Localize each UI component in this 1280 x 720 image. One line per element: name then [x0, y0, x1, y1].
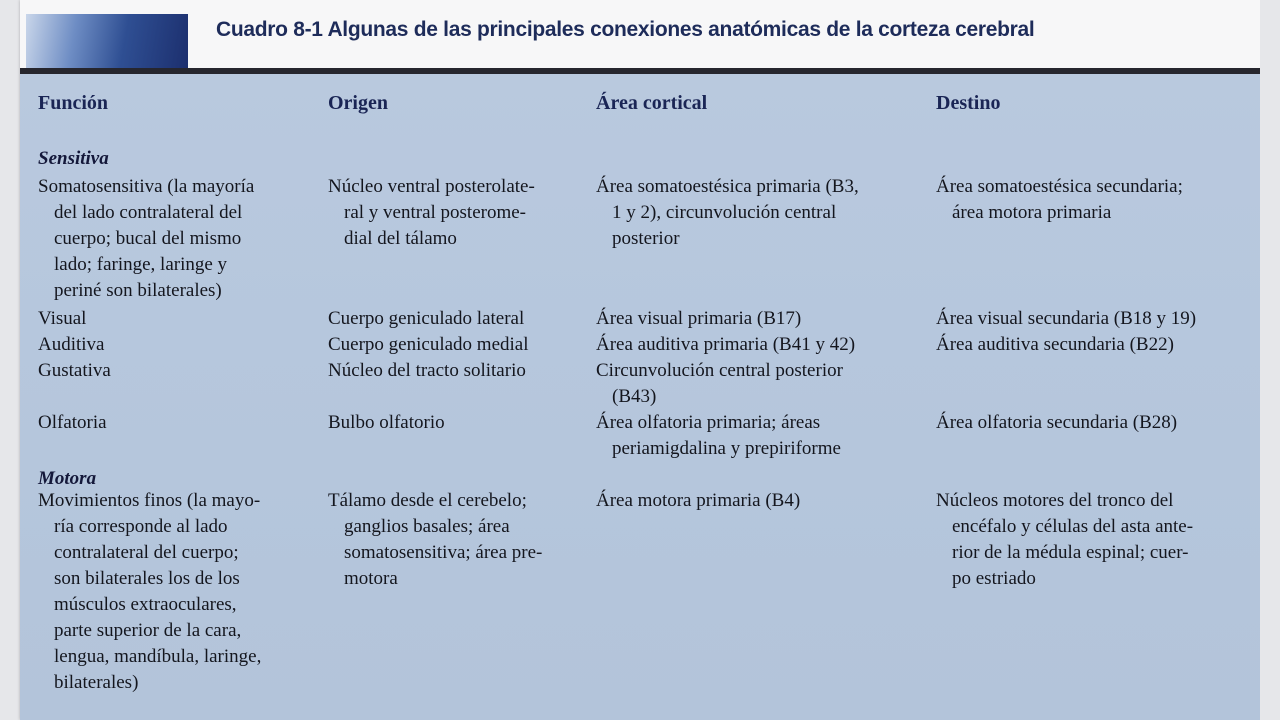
cell-line: motora	[344, 568, 398, 589]
cell-funcion	[38, 306, 86, 332]
cell-origen	[328, 358, 526, 384]
cell-origen	[328, 410, 445, 436]
column-header-area-cortical: Área cortical	[596, 92, 708, 114]
cell-funcion	[38, 358, 111, 384]
cell-line: Visual	[38, 308, 87, 329]
cell-area	[596, 410, 841, 462]
cell-line: ganglios basales; área	[344, 516, 510, 537]
cell-destino	[936, 488, 1193, 592]
cell-line: posterior	[612, 228, 680, 249]
cell-line: Tálamo desde el cerebelo;	[328, 490, 527, 511]
cell-destino	[936, 306, 1196, 332]
document-page	[20, 0, 1260, 720]
cell-area	[596, 306, 801, 332]
section-label-sensitiva: Sensitiva	[38, 148, 109, 169]
cell-line: po estriado	[952, 568, 1036, 589]
cell-line: Cuerpo geniculado medial	[328, 334, 529, 355]
cell-line: Área auditiva primaria (B41 y 42)	[596, 334, 856, 355]
cell-line: contralateral del cuerpo;	[54, 542, 239, 563]
cell-funcion	[38, 410, 107, 436]
cell-line: Área visual secundaria (B18 y 19)	[936, 308, 1197, 329]
cell-line: Gustativa	[38, 360, 111, 381]
cell-line: periné son bilaterales)	[54, 280, 222, 301]
cell-area	[596, 332, 855, 358]
cell-line: somatosensitiva; área pre-	[344, 542, 543, 563]
cell-line: Auditiva	[38, 334, 105, 355]
cell-line: Área visual primaria (B17)	[596, 308, 802, 329]
cell-line: encéfalo y células del asta ante-	[952, 516, 1194, 537]
cell-line: rior de la médula espinal; cuer-	[952, 542, 1189, 563]
cell-line: Movimientos finos (la mayo-	[38, 490, 261, 511]
cell-line: Área olfatoria secundaria (B28)	[936, 412, 1178, 433]
cell-line: Área somatoestésica secundaria;	[936, 176, 1183, 197]
cell-destino	[936, 174, 1183, 226]
cell-line: son bilaterales los de los	[54, 568, 240, 589]
cell-line: Área auditiva secundaria (B22)	[936, 334, 1174, 355]
cell-origen	[328, 306, 524, 332]
cell-origen	[328, 488, 542, 592]
section-label-motora: Motora	[38, 468, 97, 489]
viewer-margin	[1260, 0, 1280, 720]
table-header-bar	[20, 0, 1260, 72]
column-header-origen: Origen	[328, 92, 388, 114]
cell-line: lado; faringe, laringe y	[54, 254, 228, 275]
cell-funcion	[38, 332, 105, 358]
table-title: Cuadro 8-1 Algunas de las principales conexiones anatómicas de la corteza cerebral	[216, 18, 1035, 41]
cell-line: lengua, mandíbula, laringe,	[54, 646, 262, 667]
cell-line: del lado contralateral del	[54, 202, 243, 223]
cell-line: bilaterales)	[54, 672, 139, 693]
cell-line: dial del tálamo	[344, 228, 457, 249]
cell-line: Núcleo ventral posterolate-	[328, 176, 535, 197]
column-header-funcion: Función	[38, 92, 109, 114]
connections-table	[20, 74, 1260, 720]
cell-line: Núcleo del tracto solitario	[328, 360, 526, 381]
cell-destino	[936, 332, 1174, 358]
cell-line: Área olfatoria primaria; áreas	[596, 412, 821, 433]
cell-funcion	[38, 174, 254, 304]
header-color-swatch	[26, 14, 188, 68]
cell-line: Núcleos motores del tronco del	[936, 490, 1174, 511]
cell-funcion	[38, 488, 261, 696]
cell-area	[596, 174, 859, 252]
cell-line: cuerpo; bucal del mismo	[54, 228, 242, 249]
cell-line: periamigdalina y prepiriforme	[612, 438, 841, 459]
cell-line: Bulbo olfatorio	[328, 412, 445, 433]
cell-area	[596, 358, 843, 410]
cell-line: parte superior de la cara,	[54, 620, 242, 641]
cell-line: 1 y 2), circunvolución central	[612, 202, 837, 223]
cell-line: área motora primaria	[952, 202, 1112, 223]
cell-destino	[936, 410, 1177, 436]
cell-line: Área motora primaria (B4)	[596, 490, 801, 511]
cell-line: Olfatoria	[38, 412, 107, 433]
cell-origen	[328, 332, 529, 358]
cell-line: ral y ventral posterome-	[344, 202, 527, 223]
cell-area	[596, 488, 800, 514]
cell-line: músculos extraoculares,	[54, 594, 237, 615]
column-header-destino: Destino	[936, 92, 1001, 114]
cell-line: Somatosensitiva (la mayoría	[38, 176, 255, 197]
cell-line: ría corresponde al lado	[54, 516, 228, 537]
cell-line: Cuerpo geniculado lateral	[328, 308, 525, 329]
cell-line: Área somatoestésica primaria (B3,	[596, 176, 859, 197]
cell-origen	[328, 174, 535, 252]
cell-line: Circunvolución central posterior	[596, 360, 843, 381]
cell-line: (B43)	[612, 386, 657, 407]
